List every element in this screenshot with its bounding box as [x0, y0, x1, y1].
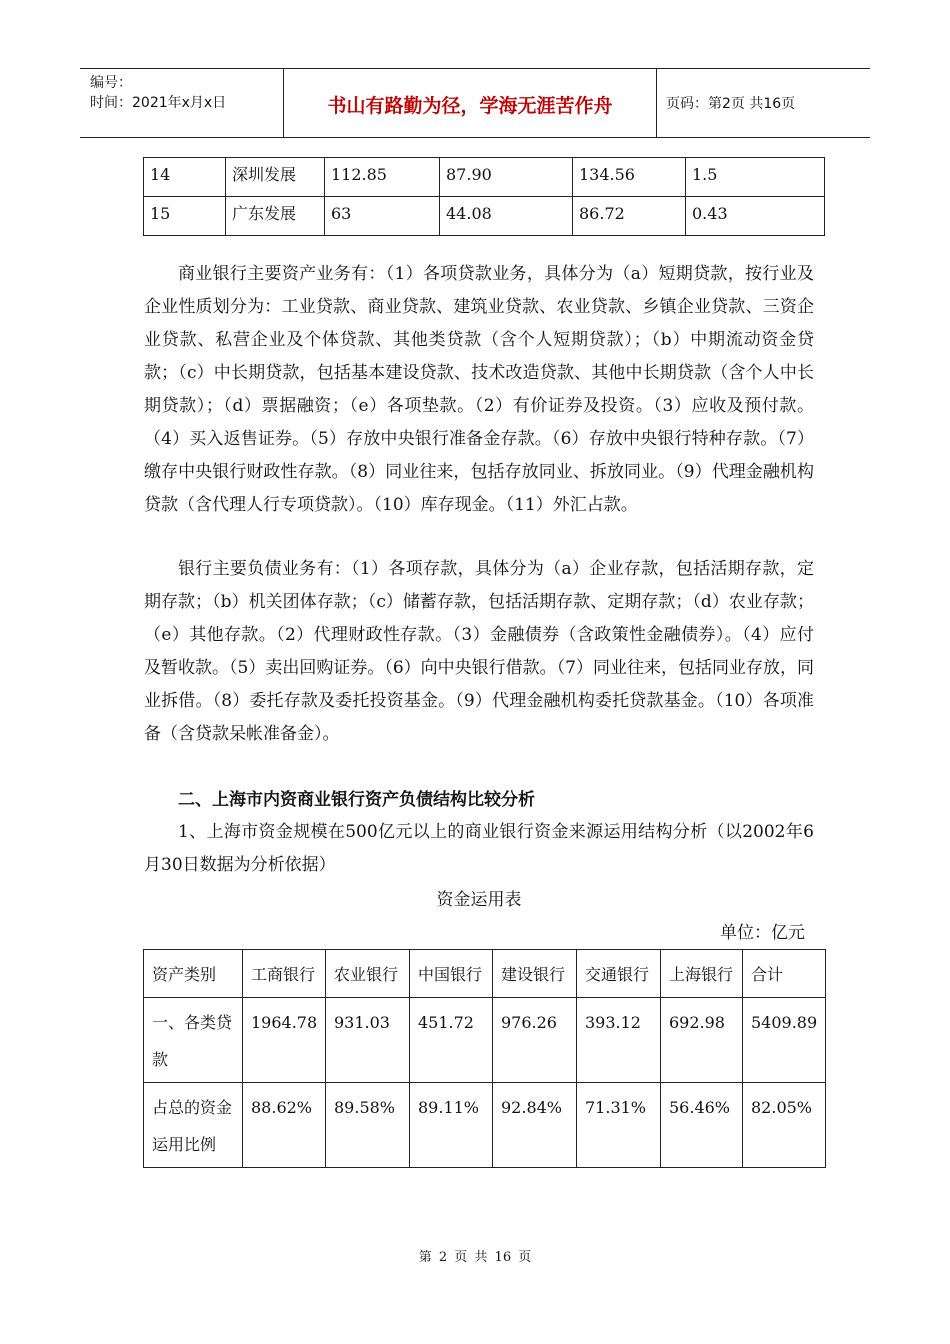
- page-header: [80, 68, 870, 138]
- header-motto: 书山有路勤为径，学海无涯苦作舟: [327, 95, 613, 117]
- table-header-cell: 上海银行: [661, 950, 743, 998]
- table-cell: 976.26: [493, 998, 577, 1083]
- section-heading: 二、上海市内资商业银行资产负债结构比较分析: [178, 790, 535, 810]
- table-caption: 资金运用表: [436, 890, 522, 910]
- table-cell: 71.31%: [577, 1083, 661, 1168]
- table-cell: 87.90: [440, 158, 573, 197]
- table-cell: 88.62%: [243, 1083, 326, 1168]
- table-cell: 692.98: [661, 998, 743, 1083]
- table-cell: 1964.78: [243, 998, 326, 1083]
- table-header-cell: 建设银行: [493, 950, 577, 998]
- table-cell: 451.72: [410, 998, 493, 1083]
- table-row: [144, 998, 826, 1083]
- table-cell: 1.5: [686, 158, 825, 197]
- table-cell: 393.12: [577, 998, 661, 1083]
- table-header-cell: 资产类别: [144, 950, 243, 998]
- table-cell: 89.11%: [410, 1083, 493, 1168]
- table-cell: 63: [325, 197, 440, 236]
- document-date-label: 时间：2021年x月x日: [90, 95, 227, 111]
- table-header-cell: 工商银行: [243, 950, 326, 998]
- table-header-row: [144, 950, 826, 998]
- table-header-cell: 交通银行: [577, 950, 661, 998]
- table-cell: 931.03: [326, 998, 410, 1083]
- analysis-intro-paragraph: 1、上海市资金规模在500亿元以上的商业银行资金来源运用结构分析（以2002年6月30日数据为分析依据）: [144, 822, 814, 875]
- header-meta: [90, 73, 226, 113]
- table-cell: 112.85: [325, 158, 440, 197]
- table-row: [144, 197, 825, 236]
- table-cell: 14: [144, 158, 226, 197]
- table-cell: 15: [144, 197, 226, 236]
- table-cell: 5409.89: [743, 998, 826, 1083]
- document-number-label: 编号：: [90, 75, 132, 91]
- table-cell: 广东发展: [226, 197, 325, 236]
- funds-usage-table: [143, 949, 826, 1168]
- table-cell: 占总的资金运用比例: [144, 1083, 243, 1168]
- bank-data-table-continued: [143, 157, 825, 236]
- header-page-info: 页码：第2页 共16页: [666, 96, 796, 112]
- table-header-cell: 农业银行: [326, 950, 410, 998]
- table-header-cell: 合计: [743, 950, 826, 998]
- table-cell: 86.72: [573, 197, 686, 236]
- table-header-cell: 中国银行: [410, 950, 493, 998]
- table-cell: 深圳发展: [226, 158, 325, 197]
- header-divider: [656, 69, 657, 137]
- table-cell: 92.84%: [493, 1083, 577, 1168]
- table-cell: 一、各类贷款: [144, 998, 243, 1083]
- table-unit: 单位：亿元: [720, 923, 805, 943]
- liability-business-paragraph: 银行主要负债业务有：（1）各项存款，具体分为（a）企业存款，包括活期存款，定期存款；（b）机关团体存款；（c）储蓄存款，包括活期存款、定期存款；（d）农业存款；（e）其他存款。（2）代理财政性存款。（3）金融债券（含政策性金融债券）。（4）应付及暂收款。（5）卖出回购证券。（6）向中央银行借款。（7）同业往来，包括同业存放，同业拆借。（8）委托存款及委托投资基金。（9）代理金融机构委托贷款基金。（10）各项准备（含贷款呆帐准备金）。: [144, 559, 814, 744]
- table-cell: 134.56: [573, 158, 686, 197]
- table-cell: 89.58%: [326, 1083, 410, 1168]
- table-cell: 82.05%: [743, 1083, 826, 1168]
- table-cell: 44.08: [440, 197, 573, 236]
- table-row: [144, 1083, 826, 1168]
- table-cell: 0.43: [686, 197, 825, 236]
- page-footer: 第 2 页 共 16 页: [418, 1250, 532, 1265]
- table-cell: 56.46%: [661, 1083, 743, 1168]
- table-row: [144, 158, 825, 197]
- asset-business-paragraph: 商业银行主要资产业务有：（1）各项贷款业务，具体分为（a）短期贷款，按行业及企业性质划分为：工业贷款、商业贷款、建筑业贷款、农业贷款、乡镇企业贷款、三资企业贷款、私营企业及个体贷款、其他类贷款（含个人短期贷款）；（b）中期流动资金贷款；（c）中长期贷款，包括基本建设贷款、技术改造贷款、其他中长期贷款（含个人中长期贷款）；（d）票据融资；（e）各项垫款。（2）有价证券及投资。（3）应收及预付款。（4）买入返售证券。（5）存放中央银行准备金存款。（6）存放中央银行特种存款。（7）缴存中央银行财政性存款。（8）同业往来，包括存放同业、拆放同业。（9）代理金融机构贷款（含代理人行专项贷款）。（10）库存现金。（11）外汇占款。: [144, 264, 814, 515]
